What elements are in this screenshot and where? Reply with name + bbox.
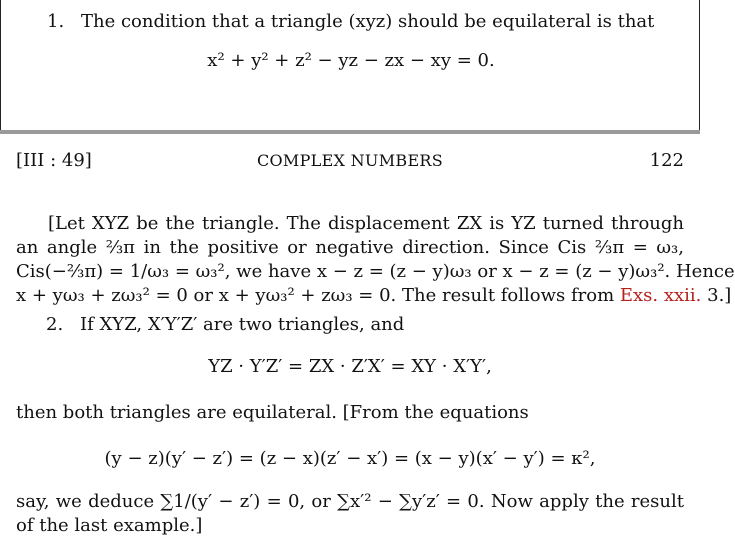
exercise-1 bbox=[47, 10, 654, 34]
running-head bbox=[16, 150, 684, 174]
chapter-title: COMPLEX NUMBERS bbox=[256, 151, 444, 170]
previous-page-fragment bbox=[0, 0, 700, 130]
text-span: x + yω₃ + zω₃² = 0 or x + yω₃² + zω₃ = 0. The result follows from bbox=[16, 285, 620, 306]
text-line: then both triangles are equilateral. [From the equations bbox=[16, 402, 529, 423]
text-span: 3.] bbox=[701, 285, 732, 306]
page-body bbox=[0, 134, 735, 541]
section-reference: [III : 49] bbox=[16, 150, 92, 171]
exercise-number: 1. bbox=[47, 11, 65, 32]
equation-kappa: (y − z)(y′ − z′) = (z − x)(z′ − x′) = (x − y)(x′ − y′) = κ², bbox=[104, 448, 596, 469]
proof-paragraph-3 bbox=[16, 490, 684, 538]
page-number: 122 bbox=[649, 150, 684, 171]
text-line: [Let XYZ be the triangle. The displacement ZX is YZ turned through bbox=[48, 213, 684, 234]
proof-paragraph-1 bbox=[16, 212, 735, 308]
exercise-text: The condition that a triangle (xyz) should be equilateral is that bbox=[81, 11, 655, 32]
equation-products: YZ · Y′Z′ = ZX · Z′X′ = XY · X′Y′, bbox=[208, 356, 492, 377]
text-line: an angle ⅔π in the positive or negative direction. Since Cis ⅔π = ω₃, bbox=[16, 237, 684, 258]
text-line: Cis(−⅔π) = 1/ω₃ = ω₃², we have x − z = (z − y)ω₃ or x − z = (z − y)ω₃². Hence bbox=[16, 261, 735, 282]
exercise-text: If XYZ, X′Y′Z′ are two triangles, and bbox=[80, 314, 405, 335]
exercise-number: 2. bbox=[46, 314, 64, 335]
proof-paragraph-2 bbox=[16, 401, 684, 425]
equation-equilateral-condition: x² + y² + z² − yz − zx − xy = 0. bbox=[207, 50, 495, 71]
text-line: say, we deduce ∑1/(y′ − z′) = 0, or ∑x′² − ∑y′z′ = 0. Now apply the result bbox=[16, 491, 684, 512]
exercise-2 bbox=[46, 314, 404, 335]
text-line: of the last example.] bbox=[16, 515, 203, 536]
text-line bbox=[16, 284, 732, 308]
cross-reference-link[interactable]: Exs. xxii. bbox=[619, 285, 702, 306]
